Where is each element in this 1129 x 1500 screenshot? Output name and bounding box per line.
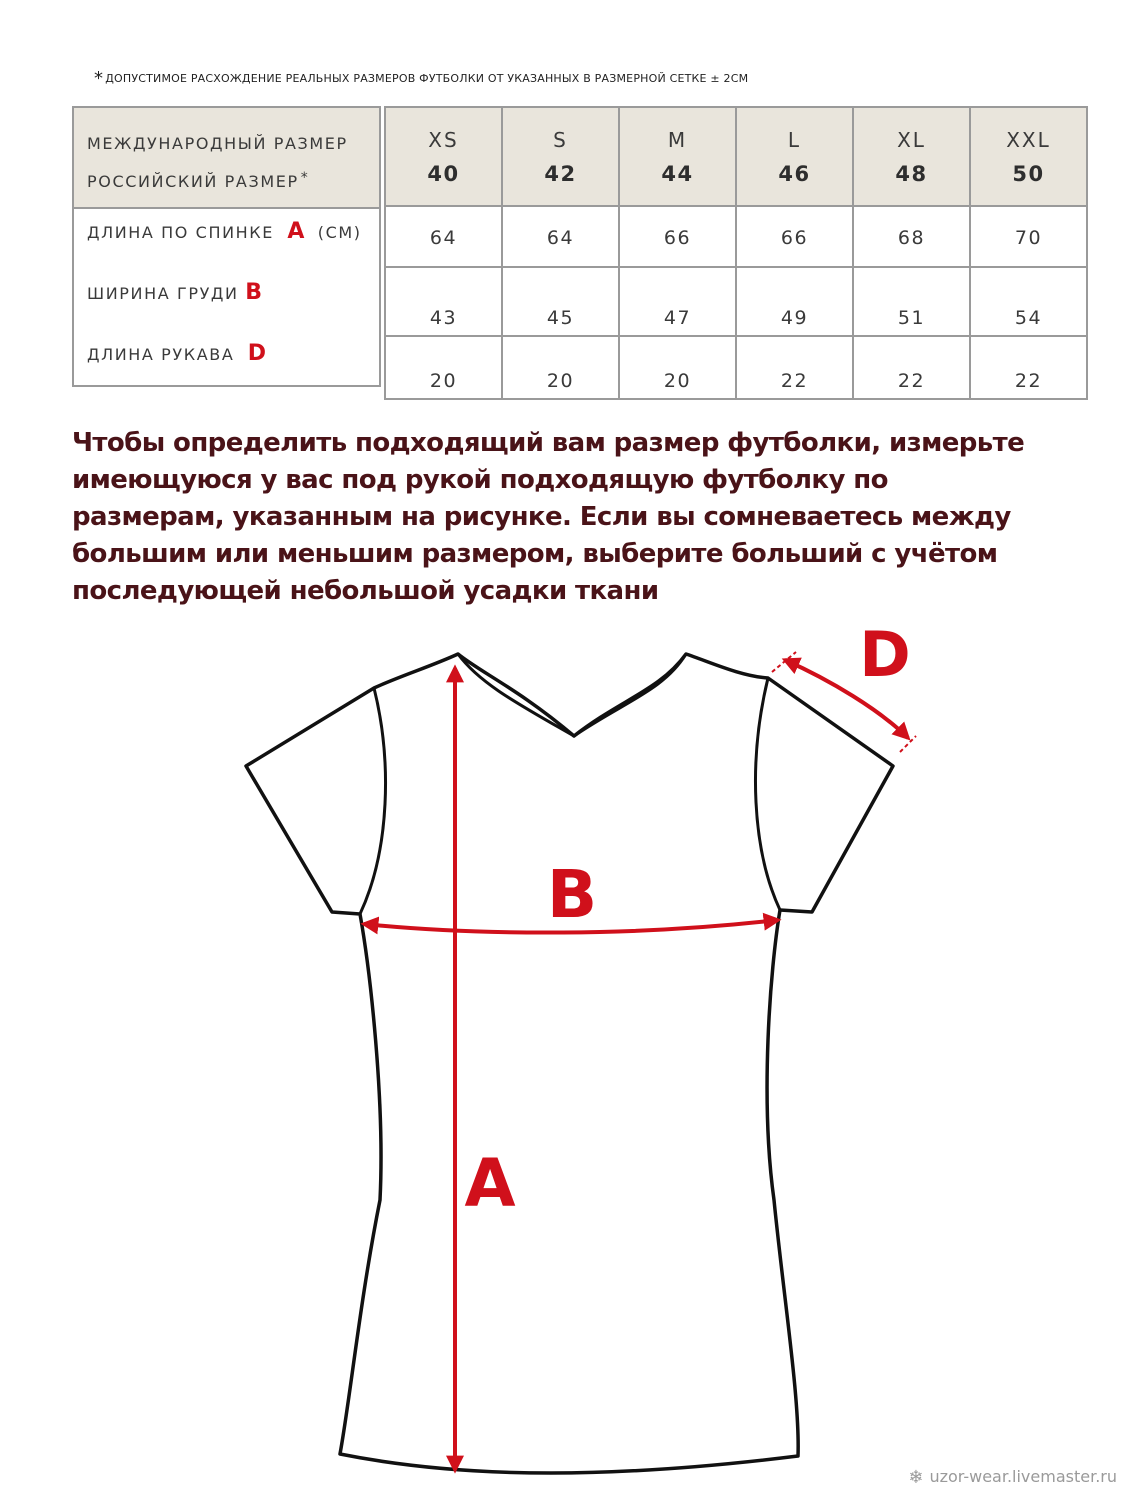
intl-size: XL	[897, 127, 926, 152]
length-cell: 64	[385, 206, 502, 267]
ru-size: 40	[427, 161, 460, 186]
chest-cell: 43	[385, 267, 502, 336]
intl-size: XXL	[1006, 127, 1051, 152]
watermark-text: uzor-wear.livemaster.ru	[929, 1467, 1117, 1486]
ru-size: 44	[661, 161, 694, 186]
sleeve-cell: 20	[619, 336, 736, 399]
intl-size: L	[787, 127, 802, 152]
length-cell: 70	[970, 206, 1087, 267]
label-length-letter: A	[287, 219, 305, 244]
length-cell: 66	[736, 206, 853, 267]
ru-size: 48	[895, 161, 928, 186]
length-cell: 66	[619, 206, 736, 267]
ru-size: 42	[544, 161, 577, 186]
label-sleeve-letter: D	[247, 341, 267, 366]
measurement-instructions: Чтобы определить подходящий вам размер футболки, измерьте имеющуюся у вас под рукой подходящую футболку по размерам, указанным на рисунке. Если вы сомневаетесь между большим или меньшим размером, выберите больший с учётом последующей небольшой усадки ткани	[72, 428, 1025, 606]
site-watermark	[908, 1467, 1117, 1488]
ru-size: 50	[1012, 161, 1045, 186]
label-a: A	[464, 1145, 516, 1222]
intl-size: M	[667, 127, 688, 152]
sleeve-cell: 22	[736, 336, 853, 399]
label-b: B	[546, 856, 598, 933]
label-russian-size-text: РОССИЙСКИЙ РАЗМЕР	[87, 172, 299, 191]
chest-cell: 49	[736, 267, 853, 336]
sleeve-cell: 20	[385, 336, 502, 399]
label-length-unit: (СМ)	[317, 223, 362, 242]
sleeve-cell: 22	[853, 336, 970, 399]
sleeve-cell: 22	[970, 336, 1087, 399]
label-chest-text: ШИРИНА ГРУДИ	[87, 284, 239, 303]
label-international-size: МЕЖДУНАРОДНЫЙ РАЗМЕР	[87, 134, 348, 153]
sleeve-cell: 20	[502, 336, 619, 399]
chest-cell: 54	[970, 267, 1087, 336]
label-chest-letter: B	[245, 280, 263, 305]
note-asterisk: *	[94, 68, 104, 89]
chest-cell: 45	[502, 267, 619, 336]
intl-size: XS	[428, 127, 459, 152]
length-cell: 64	[502, 206, 619, 267]
length-cell: 68	[853, 206, 970, 267]
sleeve-tick-bottom	[900, 736, 916, 752]
intl-size: S	[553, 127, 568, 152]
snowflake-icon: ❄	[908, 1467, 924, 1488]
chest-cell: 47	[619, 267, 736, 336]
label-length-text: ДЛИНА ПО СПИНКЕ	[87, 223, 274, 242]
ru-size: 46	[778, 161, 811, 186]
note-text: ДОПУСТИМОЕ РАСХОЖДЕНИЕ РЕАЛЬНЫХ РАЗМЕРОВ ФУТБОЛКИ ОТ УКАЗАННЫХ В РАЗМЕРНОЙ СЕТКЕ ± 2СМ	[105, 72, 749, 85]
chest-cell: 51	[853, 267, 970, 336]
label-russian-size-asterisk: *	[300, 170, 310, 186]
label-sleeve-text: ДЛИНА РУКАВА	[87, 345, 235, 364]
tshirt-outline	[246, 654, 893, 1473]
label-d: D	[859, 618, 911, 691]
